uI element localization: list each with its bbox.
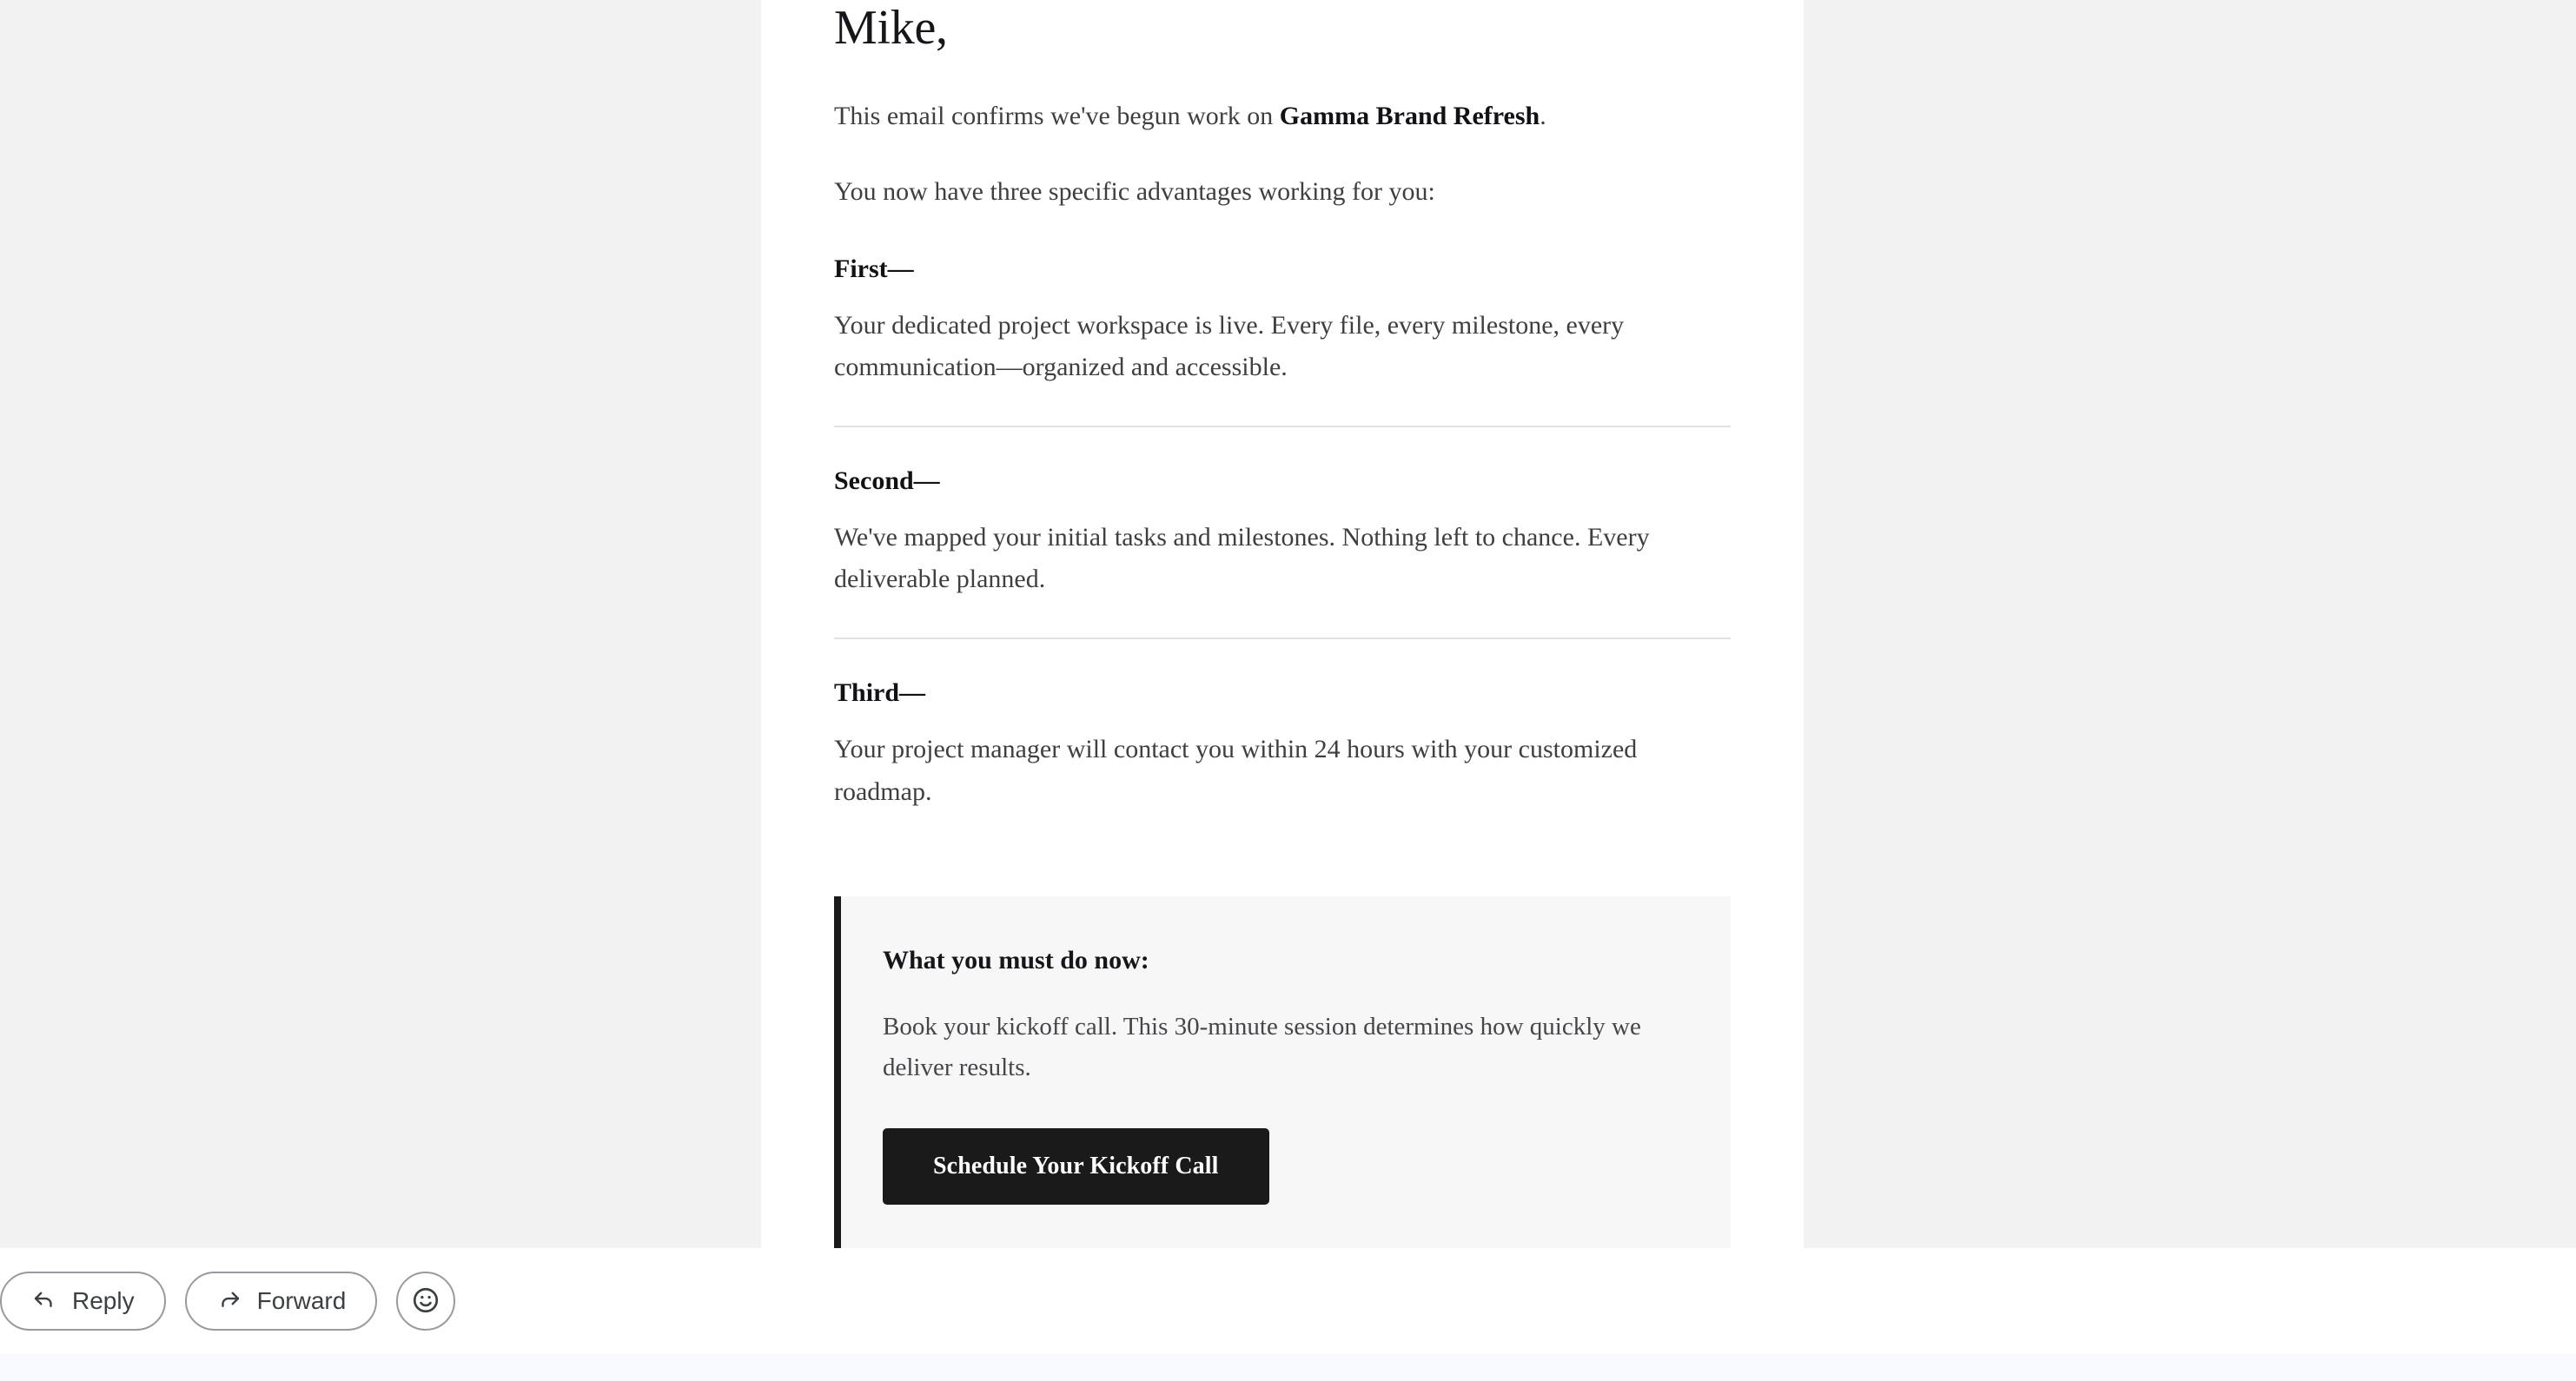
callout-title: What you must do now: xyxy=(883,946,1149,975)
section-divider-1 xyxy=(834,426,1731,427)
window-bottom-strip xyxy=(0,1354,2576,1381)
intro-prefix-text: This email confirms we've begun work on xyxy=(834,102,1280,131)
add-reaction-button[interactable] xyxy=(396,1272,455,1331)
reply-button-label: Reply xyxy=(72,1287,135,1314)
intro-suffix-text: . xyxy=(1540,102,1546,131)
advantage-section-first xyxy=(834,252,1731,389)
project-name-text: Gamma Brand Refresh xyxy=(1279,102,1540,131)
advantage-title-third: Third— xyxy=(834,677,926,707)
schedule-kickoff-call-button[interactable]: Schedule Your Kickoff Call xyxy=(883,1128,1269,1205)
advantage-body-first: Your dedicated project workspace is live. Every file, every milestone, every communication—organized and accessible. xyxy=(834,310,1625,382)
reply-button[interactable] xyxy=(0,1272,166,1331)
email-lead-paragraph: You now have three specific advantages working for you: xyxy=(834,176,1435,206)
email-intro-paragraph xyxy=(834,96,1731,138)
section-divider-2 xyxy=(834,638,1731,639)
smiley-face-icon xyxy=(411,1285,440,1318)
forward-arrow-icon xyxy=(216,1285,242,1318)
forward-button-label: Forward xyxy=(256,1287,347,1314)
advantage-section-second xyxy=(834,464,1731,601)
forward-button[interactable] xyxy=(185,1272,378,1331)
advantage-section-third xyxy=(834,676,1731,813)
advantage-title-second: Second— xyxy=(834,466,940,495)
advantage-title-first: First— xyxy=(834,254,914,283)
advantage-body-second: We've mapped your initial tasks and milestones. Nothing left to chance. Every deliverable planned. xyxy=(834,522,1650,594)
reply-arrow-icon xyxy=(31,1285,57,1318)
content-spacer xyxy=(834,813,1731,896)
email-action-toolbar xyxy=(0,1248,2576,1354)
advantage-body-third: Your project manager will contact you within 24 hours with your customized roadmap. xyxy=(834,734,1638,806)
call-to-action-callout xyxy=(834,896,1731,1248)
email-greeting: Mike, xyxy=(834,1,948,55)
callout-body: Book your kickoff call. This 30-minute session determines how quickly we deliver results. xyxy=(883,1013,1641,1082)
email-body-card xyxy=(761,0,1804,1248)
